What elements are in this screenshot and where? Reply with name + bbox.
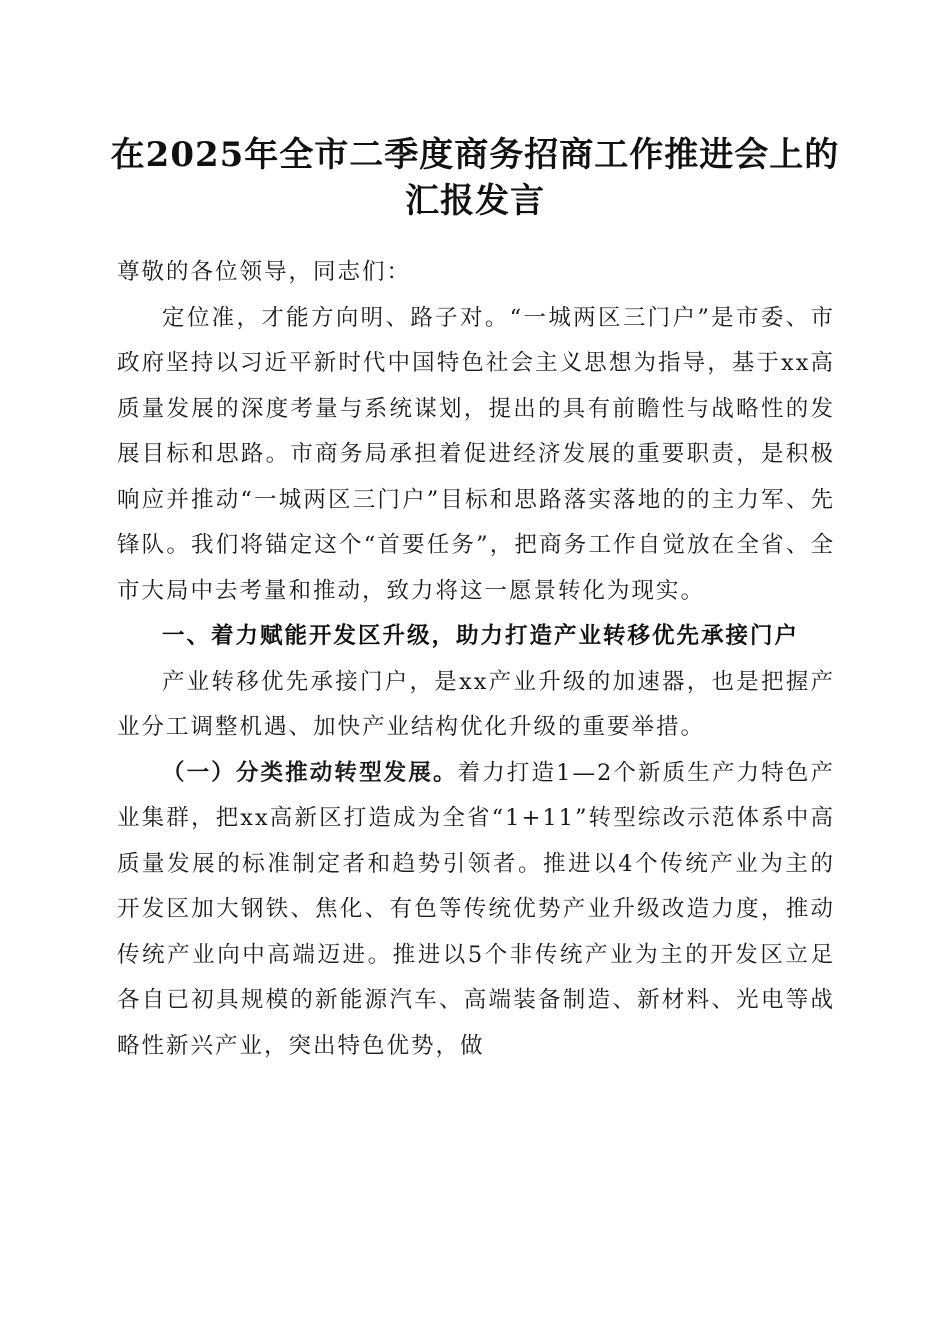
- section-1-heading: 一、着力赋能开发区升级，助力打造产业转移优先承接门户: [162, 623, 800, 649]
- subsection-1-body: 着力打造1—2个新质生产力特色产业集群，把xx高新区打造成为全省“1+11”转型综改示范体系中高质量发展的标准制定者和趋势引领者。推进以4个传统产业为主的开发区加大钢铁、焦化、有色等传统优势产业升级改造力度，推动传统产业向中高端迈进。推进以5个非传统产业为主的开发区立足各自已初具规模的新能源汽车、高端装备制造、新材料、光电等战略性新兴产业，突出特色优势，做: [117, 759, 835, 1059]
- subsection-1-lead: （一）分类推动转型发展。: [162, 759, 458, 786]
- salutation: 尊敬的各位领导，同志们：: [117, 259, 412, 285]
- section-1-paragraph: 产业转移优先承接门户，是xx产业升级的加速器，也是把握产业分工调整机遇、加快产业结构优化升级的重要举措。: [117, 668, 835, 740]
- document-title: 在2025年全市二季度商务招商工作推进会上的汇报发言: [110, 135, 840, 221]
- subsection-1-paragraph: [117, 751, 835, 1070]
- intro-paragraph: 定位准，才能方向明、路子对。“一城两区三门户”是市委、市政府坚持以习近平新时代中国特色社会主义思想为指导，基于xx高质量发展的深度考量与系统谋划，提出的具有前瞻性与战略性的发展目标和思路。市商务局承担着促进经济发展的重要职责，是积极响应并推动“一城两区三门户”目标和思路落实落地的的主力军、先锋队。我们将锚定这个“首要任务”，把商务工作自觉放在全省、全市大局中去考量和推动，致力将这一愿景转化为现实。: [117, 304, 835, 604]
- document-body: [117, 250, 835, 1069]
